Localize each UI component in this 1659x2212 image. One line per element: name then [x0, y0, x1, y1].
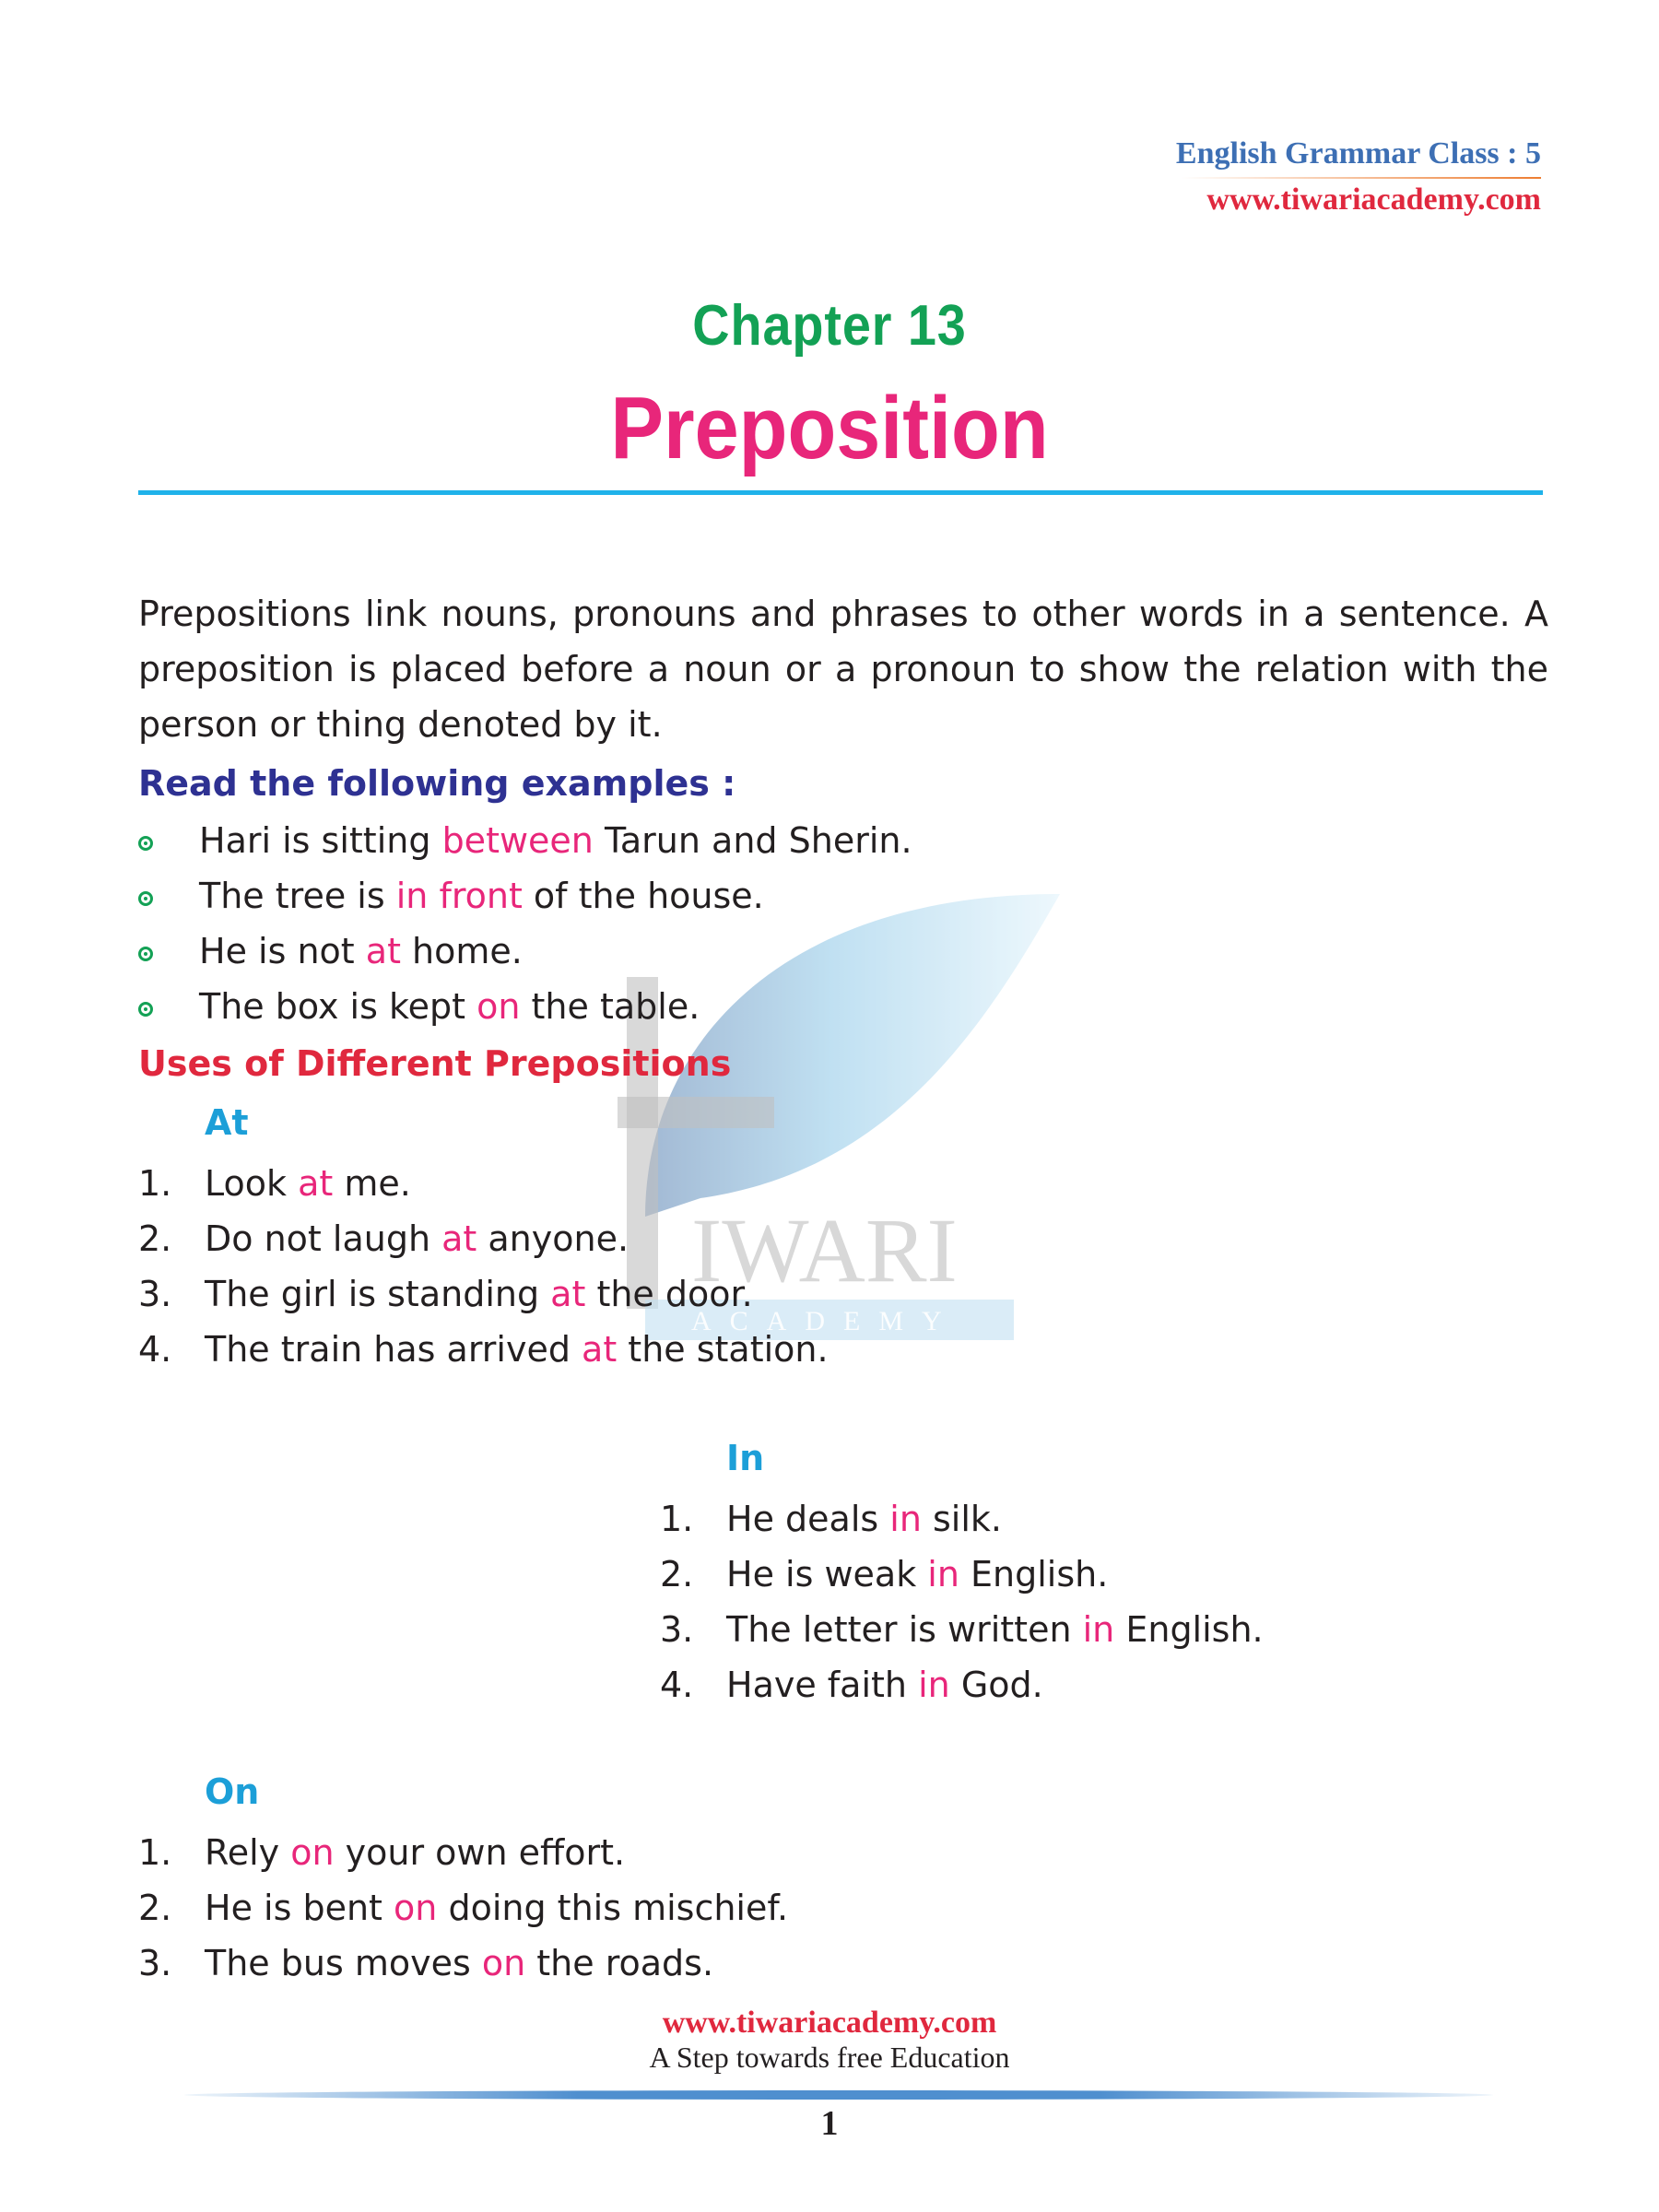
bullet-icon — [138, 947, 153, 961]
header-website-link[interactable]: www.tiwariacademy.com — [1206, 182, 1541, 217]
header-subject: English Grammar Class : 5 — [1175, 136, 1541, 171]
footer-divider — [184, 2090, 1493, 2100]
section-at-label: At — [205, 1102, 249, 1143]
header-divider — [1182, 177, 1541, 179]
example-item: The box is kept on the table. — [138, 979, 700, 1034]
example-item: The tree is in front of the house. — [138, 868, 764, 924]
at-item: 4. The train has arrived at the station. — [138, 1329, 829, 1370]
in-item: 4. Have faith in God. — [660, 1665, 1043, 1705]
section-on-label: On — [205, 1771, 260, 1812]
on-item: 2. He is bent on doing this mischief. — [138, 1888, 789, 1928]
chapter-number: Chapter 13 — [692, 294, 967, 358]
at-item: 2. Do not laugh at anyone. — [138, 1218, 629, 1259]
examples-heading: Read the following examples : — [138, 763, 736, 804]
example-item: He is not at home. — [138, 924, 523, 979]
watermark-t-bar — [618, 1097, 774, 1128]
example-item: Hari is sitting between Tarun and Sherin. — [138, 813, 912, 868]
footer-tagline: A Step towards free Education — [649, 2041, 1010, 2074]
in-item: 3. The letter is written in English. — [660, 1609, 1264, 1650]
uses-heading: Uses of Different Prepositions — [138, 1043, 732, 1084]
intro-paragraph: Prepositions link nouns, pronouns and phrases to other words in a sentence. A preposition is placed before a noun or a pronoun to show the relation with the person or thing denoted by it. — [138, 594, 1548, 745]
chapter-title: Preposition — [610, 379, 1049, 477]
watermark-sub: ACADEMY — [691, 1306, 960, 1336]
at-item: 1. Look at me. — [138, 1163, 411, 1204]
title-rule — [138, 490, 1543, 495]
at-item: 3. The girl is standing at the door. — [138, 1274, 753, 1314]
bullet-icon — [138, 1002, 153, 1017]
on-item: 1. Rely on your own effort. — [138, 1832, 626, 1873]
on-item: 3. The bus moves on the roads. — [138, 1943, 714, 1983]
bullet-icon — [138, 891, 153, 906]
section-in-label: In — [726, 1438, 765, 1478]
footer-website-link[interactable]: www.tiwariacademy.com — [662, 2006, 997, 2040]
in-item: 1. He deals in silk. — [660, 1499, 1002, 1539]
page-number: 1 — [820, 2104, 839, 2143]
bullet-icon — [138, 836, 153, 851]
watermark-brand: IWARI — [691, 1199, 958, 1301]
in-item: 2. He is weak in English. — [660, 1554, 1109, 1594]
